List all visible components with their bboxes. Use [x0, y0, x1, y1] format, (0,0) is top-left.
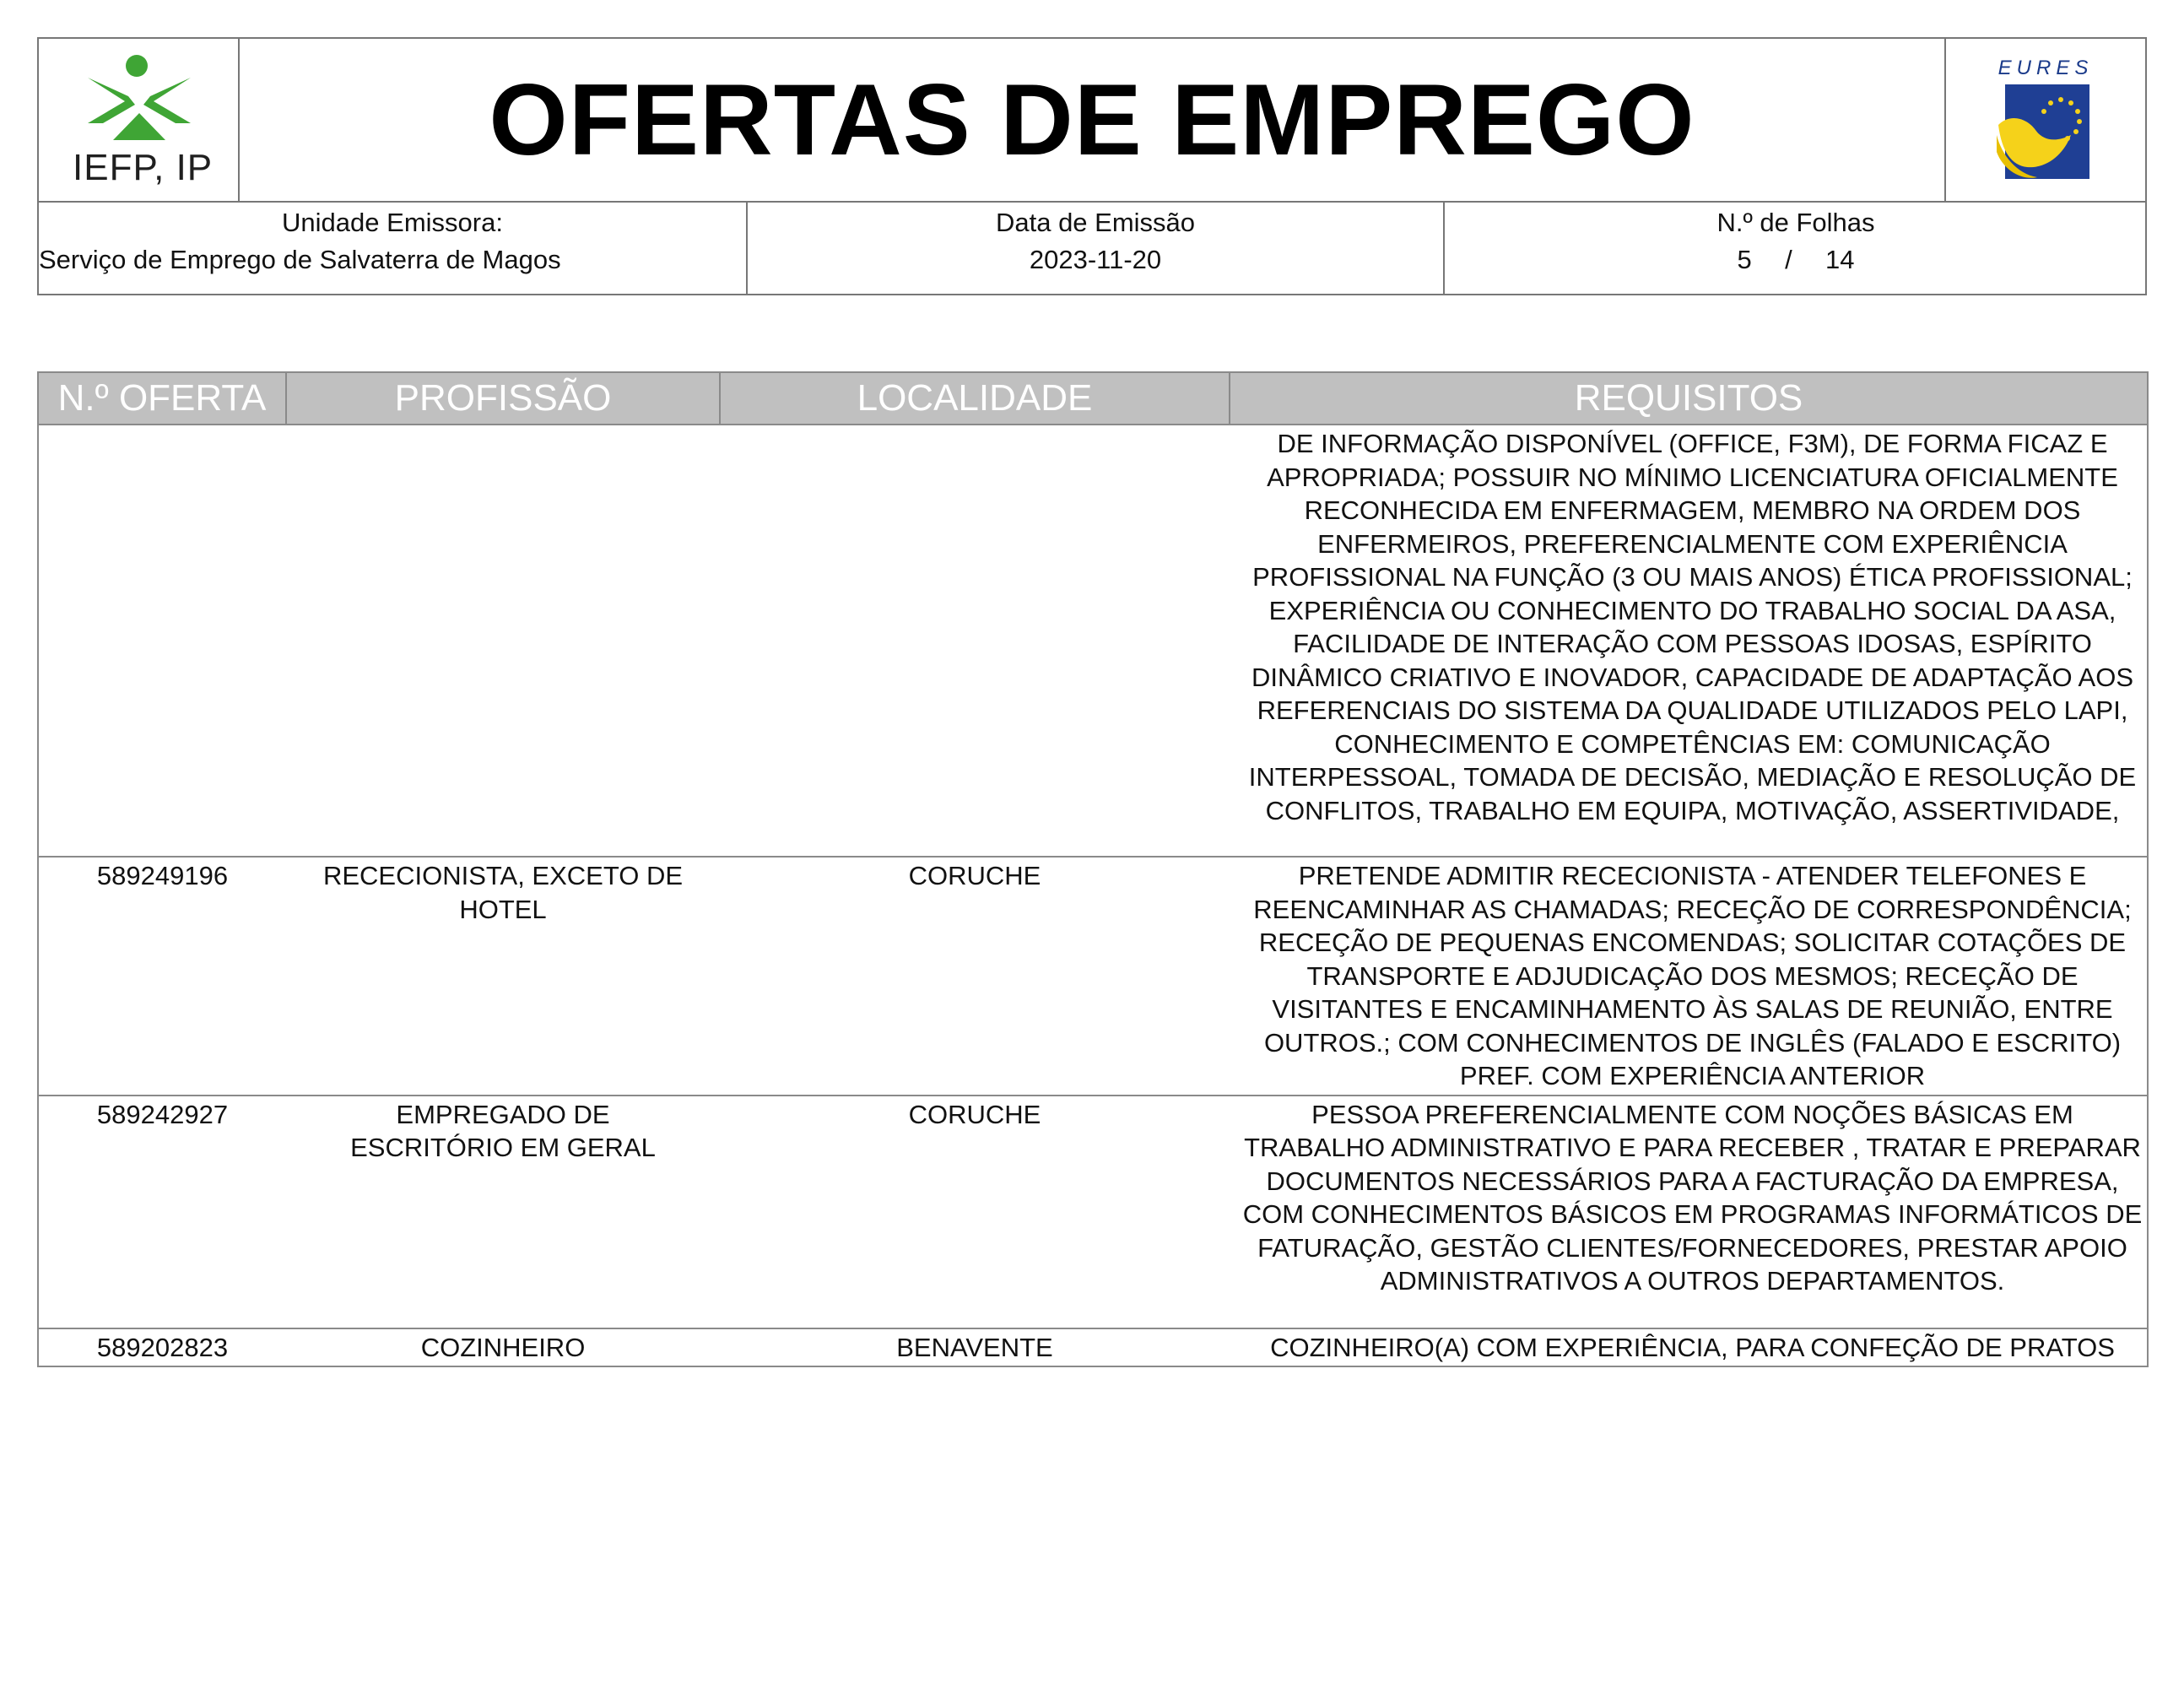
offer-requisitos: PESSOA PREFERENCIALMENTE COM NOÇÕES BÁSICAS EM TRABALHO ADMINISTRATIVO E PARA RECEBER , TRATAR E PREPARAR DOCUMENTOS NECESSÁRIOS PARA A FACTURAÇÃO DA EMPRESA, COM CONHECIMENTOS BÁSICOS EM PROGRAMAS INFORMÁTICOS DE FATURAÇÃO, GESTÃO CLIENTES/FORNECEDORES, PRESTAR APOIO ADMINISTRATIVOS A OUTROS DEPARTAMENTOS.	[1230, 1096, 2148, 1328]
unidade-emissora-label: Unidade Emissora:	[282, 208, 503, 237]
folha-atual: 5	[1737, 245, 1752, 274]
iefp-mark-icon	[76, 52, 203, 145]
document-header	[37, 37, 2147, 295]
table-row	[38, 425, 2148, 857]
offer-localidade: BENAVENTE	[720, 1328, 1230, 1367]
numero-folhas-cell	[1445, 201, 2147, 295]
data-emissao-value: 2023-11-20	[1029, 245, 1162, 274]
page-title: OFERTAS DE EMPREGO	[489, 63, 1695, 176]
offer-profissao: EMPREGADO DE ESCRITÓRIO EM GERAL	[286, 1096, 720, 1328]
col-header-profissao: PROFISSÃO	[286, 372, 720, 425]
offer-numero: 589249196	[38, 857, 286, 1096]
offer-profissao: COZINHEIRO	[286, 1328, 720, 1367]
offer-profissao	[286, 425, 720, 857]
offer-requisitos: DE INFORMAÇÃO DISPONÍVEL (OFFICE, F3M), DE FORMA FICAZ E APROPRIADA; POSSUIR NO MÍNIMO LICENCIATURA OFICIALMENTE RECONHECIDA EM ENFERMAGEM, MEMBRO NA ORDEM DOS ENFERMEIROS, PREFERENCIALMENTE COM EXPERIÊNCIA PROFISSIONAL NA FUNÇÃO (3 OU MAIS ANOS) ÉTICA PROFISSIONAL; EXPERIÊNCIA OU CONHECIMENTO DO TRABALHO SOCIAL DA ASA, FACILIDADE DE INTERAÇÃO COM PESSOAS IDOSAS, ESPÍRITO DINÂMICO CRIATIVO E INOVADOR, CAPACIDADE DE ADAPTAÇÃO AOS REFERENCIAIS DO SISTEMA DA QUALIDADE UTILIZADOS PELO LAPI, CONHECIMENTO E COMPETÊNCIAS EM: COMUNICAÇÃO INTERPESSOAL, TOMADA DE DECISÃO, MEDIAÇÃO E RESOLUÇÃO DE CONFLITOS, TRABALHO EM EQUIPA, MOTIVAÇÃO, ASSERTIVIDADE,	[1230, 425, 2148, 857]
iefp-logo-text: IEFP, IP	[73, 147, 214, 188]
table-row	[38, 1096, 2148, 1328]
offers-table	[37, 371, 2149, 1367]
folhas-separator: /	[1785, 245, 1792, 274]
col-header-localidade: LOCALIDADE	[720, 372, 1230, 425]
offer-numero: 589242927	[38, 1096, 286, 1328]
unidade-emissora-value: Serviço de Emprego de Salvaterra de Magos	[39, 245, 561, 274]
eures-logo-text: EURES	[1997, 57, 2094, 79]
offer-localidade: CORUCHE	[720, 857, 1230, 1096]
header-top-row	[39, 39, 2145, 203]
unidade-emissora-cell	[39, 201, 748, 295]
offer-localidade: CORUCHE	[720, 1096, 1230, 1328]
numero-folhas-value	[1445, 245, 2147, 275]
col-header-requisitos: REQUISITOS	[1230, 372, 2148, 425]
offer-localidade	[720, 425, 1230, 857]
header-info-row	[39, 201, 2145, 295]
offer-profissao: RECECIONISTA, EXCETO DE HOTEL	[286, 857, 720, 1096]
eures-mark-icon	[1993, 54, 2098, 189]
eures-logo	[1944, 39, 2145, 201]
data-emissao-label: Data de Emissão	[995, 208, 1196, 237]
offer-numero	[38, 425, 286, 857]
offer-requisitos: COZINHEIRO(A) COM EXPERIÊNCIA, PARA CONFEÇÃO DE PRATOS	[1230, 1328, 2148, 1367]
data-emissao-cell	[748, 201, 1445, 295]
offer-numero: 589202823	[38, 1328, 286, 1367]
table-row	[38, 857, 2148, 1096]
numero-folhas-label: N.º de Folhas	[1716, 208, 1875, 237]
col-header-numero: N.º OFERTA	[38, 372, 286, 425]
offer-requisitos: PRETENDE ADMITIR RECECIONISTA - ATENDER TELEFONES E REENCAMINHAR AS CHAMADAS; RECEÇÃO DE CORRESPONDÊNCIA; RECEÇÃO DE PEQUENAS ENCOMENDAS; SOLICITAR COTAÇÕES DE TRANSPORTE E ADJUDICAÇÃO DOS MESMOS; RECEÇÃO DE VISITANTES E ENCAMINHAMENTO ÀS SALAS DE REUNIÃO, ENTRE OUTROS.; COM CONHECIMENTOS DE INGLÊS (FALADO E ESCRITO) PREF. COM EXPERIÊNCIA ANTERIOR	[1230, 857, 2148, 1096]
table-row	[38, 1328, 2148, 1367]
table-header-row	[38, 372, 2148, 425]
folhas-total: 14	[1825, 245, 1855, 274]
iefp-logo	[39, 39, 240, 201]
